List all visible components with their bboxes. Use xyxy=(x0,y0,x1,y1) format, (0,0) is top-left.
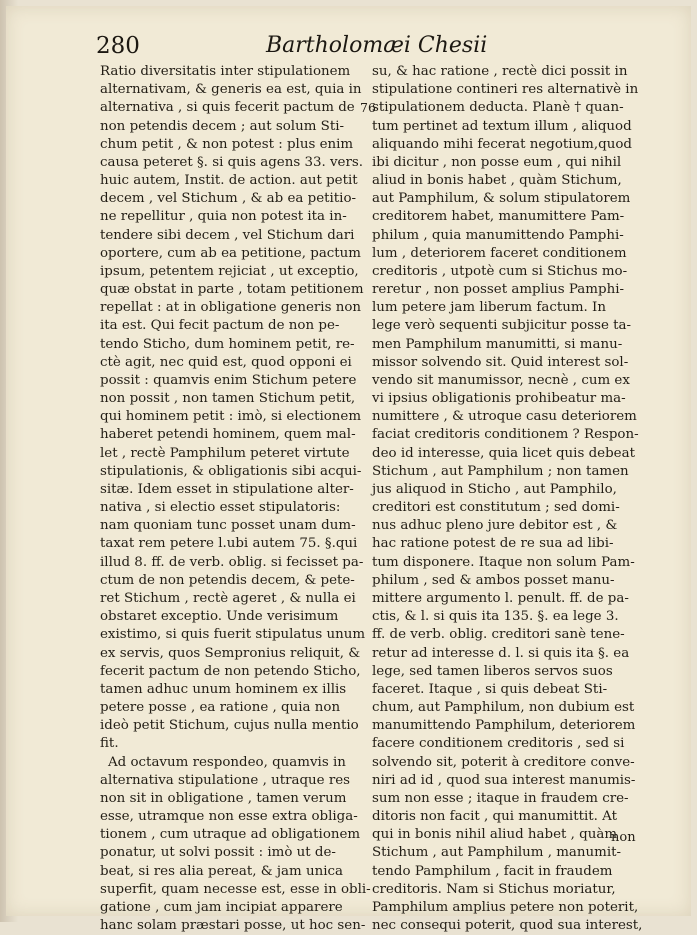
text-line: creditori est constitutum ; sed domi- xyxy=(372,500,620,516)
text-line: chum petit , & non potest : plus enim xyxy=(100,136,354,152)
text-line: Stichum , aut Pamphilum , manumit- xyxy=(372,845,622,861)
text-line: qui in bonis nihil aliud habet , quàm xyxy=(372,827,618,843)
text-line: oportere, cum ab ea petitione, pactum xyxy=(100,245,361,261)
text-line: Ad octavum respondeo, quamvis in xyxy=(108,754,346,770)
text-line: petere posse , ea ratione , quia non xyxy=(100,700,341,716)
text-line: decem , vel Stichum , & ab ea petitio- xyxy=(100,191,357,207)
text-line: ff. de verb. oblig. creditori sanè tene- xyxy=(372,627,625,643)
text-line: mittere argumento l. penult. ff. de pa- xyxy=(372,590,629,606)
text-line: missor solvendo sit. Quid interest sol- xyxy=(372,354,629,370)
text-line: sitæ. Idem esset in stipulatione alter- xyxy=(100,481,354,497)
text-line: beat, si res alia pereat, & jam unica xyxy=(100,863,344,879)
text-line: alternativa stipulatione , utraque res xyxy=(100,772,351,788)
text-line: philum , sed & ambos posset manu- xyxy=(372,572,615,588)
text-line: ideò petit Stichum, cujus nulla mentio xyxy=(100,718,359,734)
text-line: esse, utramque non esse extra obliga- xyxy=(100,809,358,825)
text-line: niri ad id , quod sua interest manumis- xyxy=(372,772,636,788)
text-line: non petendis decem ; aut solum Sti- xyxy=(100,118,345,134)
text-line: aliquando mihi fecerat negotium,quod xyxy=(372,136,632,152)
margin-note-number: 76 xyxy=(360,100,376,115)
text-line: non sit in obligatione , tamen verum xyxy=(100,790,347,806)
text-line: numittere , & utroque casu deteriorem xyxy=(372,409,637,425)
text-line: creditoris. Nam si Stichus moriatur, xyxy=(372,881,616,897)
text-line: existimo, si quis fuerit stipulatus unum xyxy=(100,627,366,643)
text-line: hac ratione potest de re sua ad libi- xyxy=(372,536,614,552)
text-line: haberet petendi hominem, quem mal- xyxy=(100,427,356,443)
text-line: faceret. Itaque , si quis debeat Sti- xyxy=(372,681,608,697)
text-line: repellat : at in obligatione generis non xyxy=(100,300,362,316)
text-line: ditoris non facit , qui manumittit. At xyxy=(372,809,617,825)
text-line: philum , quia manumittendo Pamphi- xyxy=(372,227,624,243)
text-line: deo id interesse, quia licet quis debeat xyxy=(372,445,635,461)
text-line: sum non esse ; itaque in fraudem cre- xyxy=(372,790,629,806)
text-line: quæ obstat in parte , totam petitionem xyxy=(100,282,364,298)
text-line: ctis, & l. si quis ita 135. §. ea lege 3. xyxy=(372,609,619,625)
text-line: nam quoniam tunc posset unam dum- xyxy=(100,518,356,534)
text-line: fit. xyxy=(100,736,119,752)
text-line: superfit, quam necesse est, esse in obli- xyxy=(100,881,371,897)
text-line: gatione , cum jam incipiat apparere xyxy=(100,899,343,915)
text-line: ctè agit, nec quid est, quod opponi ei xyxy=(100,354,352,370)
text-line: vi ipsius obligationis prohibeatur ma- xyxy=(372,391,626,407)
text-line: ipsum, petentem rejiciat , ut exceptio, xyxy=(100,263,359,279)
text-line: facere conditionem creditoris , sed si xyxy=(372,736,625,752)
text-line: taxat rem petere l.ubi autem 75. §.qui xyxy=(100,536,358,552)
text-line: tendere sibi decem , vel Stichum dari xyxy=(100,227,355,243)
text-line: obstaret exceptio. Unde verisimum xyxy=(100,609,339,625)
text-line: non possit , non tamen Stichum petit, xyxy=(100,391,356,407)
text-line: illud 8. ff. de verb. oblig. si fecisset pa- xyxy=(100,554,364,570)
text-line: stipulationem deducta. Planè † quan- xyxy=(372,100,624,116)
text-line: lege, sed tamen liberos servos suos xyxy=(372,663,613,679)
text-line: lege verò sequenti subjicitur posse ta- xyxy=(372,318,632,334)
text-line: let , rectè Pamphilum peteret virtute xyxy=(100,445,350,461)
text-line: tamen adhuc unum hominem ex illis xyxy=(100,681,347,697)
text-line: qui hominem petit : imò, si electionem xyxy=(100,409,362,425)
text-line: nec consequi poterit, quod sua interest, xyxy=(372,918,643,934)
text-line: vendo sit manumissor, necnè , cum ex xyxy=(372,372,630,388)
text-line: ponatur, ut solvi possit : imò ut de- xyxy=(100,845,336,861)
text-line: aut Pamphilum, & solum stipulatorem xyxy=(372,191,631,207)
text-line: solvendo sit, poterit à creditore conve- xyxy=(372,754,635,770)
text-line: ne repellitur , quia non potest ita in- xyxy=(100,209,347,225)
text-line: possit : quamvis enim Stichum petere xyxy=(100,372,357,388)
text-line: tendo Pamphilum , facit in fraudem xyxy=(372,863,613,879)
text-line: lum , deteriorem faceret conditionem xyxy=(372,245,627,261)
text-line: ctum de non petendis decem, & pete- xyxy=(100,572,355,588)
text-line: lum petere jam liberum factum. In xyxy=(372,300,606,316)
text-line: ibi dicitur , non posse eum , qui nihil xyxy=(372,154,622,170)
text-line: su, & hac ratione , rectè dici possit in xyxy=(372,64,628,79)
text-line: reretur , non posset amplius Pamphi- xyxy=(372,282,624,298)
text-line: stipulationis, & obligationis sibi acqui- xyxy=(100,463,362,479)
text-line: ex servis, quos Sempronius reliquit, & xyxy=(100,645,361,661)
text-line: tionem , cum utraque ad obligationem xyxy=(100,827,361,843)
text-line: huic autem, Instit. de action. aut petit xyxy=(100,173,358,189)
text-line: creditoris , utpotè cum si Stichus mo- xyxy=(372,263,628,279)
text-line: retur ad interesse d. l. si quis ita §. ea xyxy=(372,645,630,661)
text-line: Ratio diversitatis inter stipulationem xyxy=(100,64,351,79)
text-line: ita est. Qui fecit pactum de non pe- xyxy=(100,318,340,334)
text-line: tendo Sticho, dum hominem petit, re- xyxy=(100,336,355,352)
text-line: Stichum , aut Pamphilum ; non tamen xyxy=(372,463,629,479)
text-line: men Pamphilum manumitti, si manu- xyxy=(372,336,623,352)
text-line: creditorem habet, manumittere Pam- xyxy=(372,209,625,225)
text-line: nativa , si electio esset stipulatoris: xyxy=(100,500,341,516)
running-head: Bartholomæi Chesii xyxy=(266,33,488,58)
text-line: ret Stichum , rectè ageret , & nulla ei xyxy=(100,590,356,606)
text-line: fecerit pactum de non petendo Sticho, xyxy=(100,663,361,679)
page-number: 280 xyxy=(96,33,140,59)
text-line: Pamphilum amplius petere non poterit, xyxy=(372,899,639,915)
text-line: hanc solam præstari posse, ut hoc sen- xyxy=(100,918,366,934)
text-line: stipulatione contineri res alternativè in xyxy=(372,82,639,98)
text-line: alternativa , si quis fecerit pactum de xyxy=(100,100,355,116)
right-text-column xyxy=(372,63,643,935)
text-line: manumittendo Pamphilum, deteriorem xyxy=(372,718,636,734)
text-line: tum disponere. Itaque non solum Pam- xyxy=(372,554,635,570)
text-line: chum, aut Pamphilum, non dubium est xyxy=(372,700,635,716)
text-line: jus aliquod in Sticho , aut Pamphilo, xyxy=(372,481,617,497)
text-line: causa peteret §. si quis agens 33. vers. xyxy=(100,154,364,170)
text-line: tum pertinet ad textum illum , aliquod xyxy=(372,118,632,134)
text-line: alternativam, & generis ea est, quia in xyxy=(100,82,362,98)
catchword: non xyxy=(611,830,636,845)
text-line: aliud in bonis habet , quàm Stichum, xyxy=(372,173,622,189)
text-line: faciat creditoris conditionem ? Respon- xyxy=(372,427,639,443)
text-line: nus adhuc pleno jure debitor est , & xyxy=(372,518,618,534)
